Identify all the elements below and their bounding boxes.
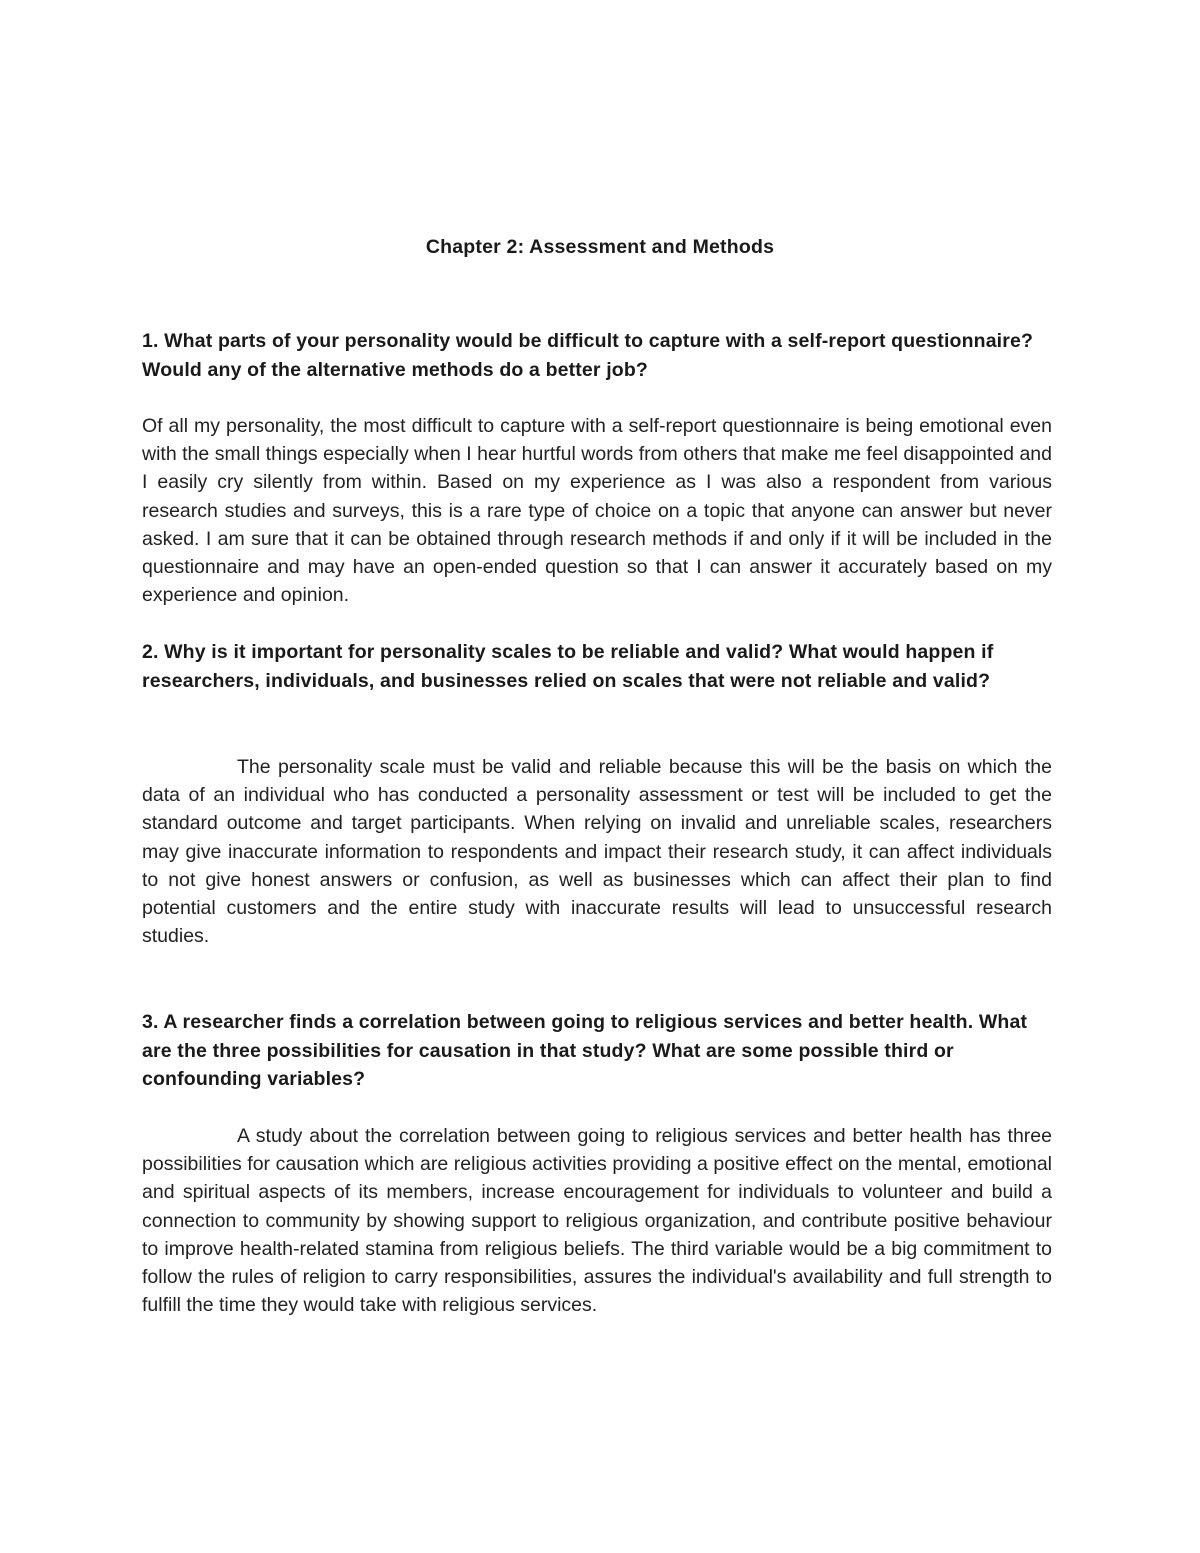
answer-2: The personality scale must be valid and reliable because this will be the basis on which the data of an individual who has conducted a personality assessment or test will be included to get the standard outcome and target participants. When relying on invalid and unreliable scales, researchers may give inaccurate information to respondents and impact their research study, it can affect individuals to not give honest answers or confusion, as well as businesses which can affect their plan to find potential customers and the entire study with inaccurate results will lead to unsuccessful research studies. (142, 756, 1052, 948)
page-title: Chapter 2: Assessment and Methods (425, 236, 775, 258)
answer-1: Of all my personality, the most difficult to capture with a self-report questionnaire is being emotional even with the small things especially when I hear hurtful words from others that make me feel disappointed and I easily cry silently from within. Based on my experience as I was also a respondent from various research studies and surveys, this is a rare type of choice on a topic that anyone can answer but never asked. I am sure that it can be obtained through research methods if and only if it will be included in the questionnaire and may have an open-ended question so that I can answer it accurately based on my experience and opinion. (142, 415, 1052, 607)
answer-3: A study about the correlation between going to religious services and better health has three possibilities for causation which are religious activities providing a positive effect on the mental, emotional and spiritual aspects of its members, increase encouragement for individuals to volunteer and build a connection to community by showing support to religious organization, and contribute positive behaviour to improve health-related stamina from religious beliefs. The third variable would be a big commitment to follow the rules of religion to carry responsibilities, assures the individual's availability and full strength to fulfill the time they would take with religious services. (142, 1125, 1052, 1317)
question-2: 2. Why is it important for personality scales to be reliable and valid? What would happen if researchers, individuals, and businesses relied on scales that were not reliable and valid? (142, 641, 994, 692)
question-3: 3. A researcher finds a correlation between going to religious services and better health. What are the three possibilities for causation in that study? What are some possible third or confounding variables? (142, 1011, 1028, 1090)
question-1: 1. What parts of your personality would be difficult to capture with a self-report questionnaire? Would any of the alternative methods do a better job? (142, 330, 1034, 381)
